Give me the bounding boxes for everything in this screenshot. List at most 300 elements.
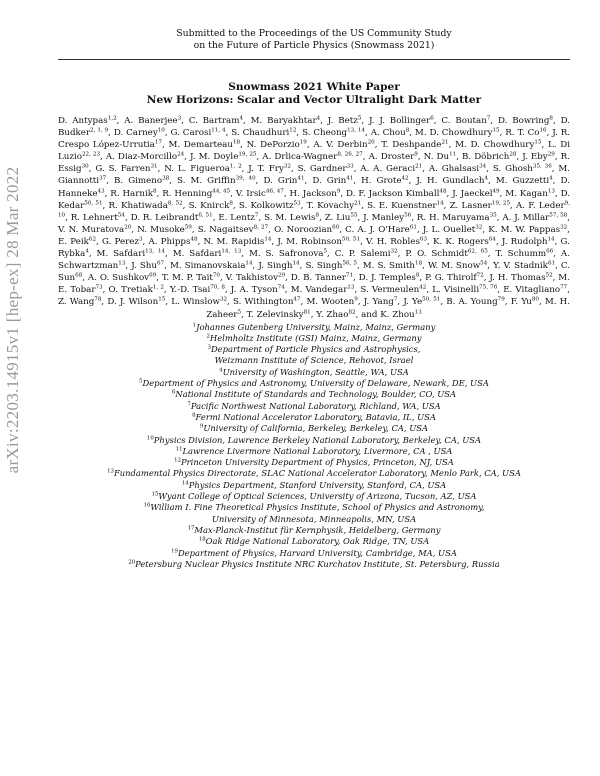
author-affiliation-marker: 78	[94, 296, 102, 303]
author-entry	[264, 213, 319, 223]
author-affiliation-marker: 46, 47	[265, 188, 284, 195]
author-name: M. H. Zaheer	[206, 297, 571, 320]
author-name: Z. Lasner	[449, 200, 492, 211]
author-entry	[328, 116, 362, 126]
author-entry	[291, 273, 353, 283]
author-affiliation-marker: 6	[430, 115, 434, 122]
author-affiliation-marker: 14	[436, 200, 444, 207]
author-name: A. Banerjee	[124, 116, 178, 126]
affiliation-list	[58, 322, 570, 571]
author-affiliation-marker: 9	[336, 188, 341, 195]
author-entry	[277, 237, 360, 247]
author-name: J. Singh	[258, 261, 293, 272]
author-affiliation-marker: 74	[277, 284, 285, 291]
author-name: S. Singh	[305, 261, 343, 272]
affiliation-line	[58, 435, 570, 446]
author-name: N. DePorzio	[246, 140, 300, 151]
author-entry	[316, 310, 355, 320]
affiliation-text: National Institute of Standards and Technology, Boulder, CO, USA	[175, 389, 457, 400]
author-affiliation-marker: 8	[229, 200, 233, 207]
author-name: M. S. Smith	[362, 261, 416, 272]
author-affiliation-marker: 9	[414, 151, 418, 158]
author-affiliation-marker: 7	[254, 212, 259, 219]
author-entry	[148, 237, 197, 247]
affiliation-line	[58, 502, 570, 513]
author-name: A. F. Leder	[516, 200, 565, 211]
author-affiliation-marker: 24	[177, 151, 185, 158]
author-entry	[417, 213, 497, 223]
author-entry	[335, 249, 398, 259]
author-affiliation-marker: 49	[492, 188, 500, 195]
author-affiliation-marker: 19, 25	[491, 200, 511, 207]
affiliation-text: Physics Department, Stanford University, Stanford, CA, USA	[188, 479, 447, 490]
author-affiliation-marker: 44, 45	[212, 188, 231, 195]
affiliation-line	[58, 457, 570, 468]
submission-note-line-2: on the Future of Particle Physics (Snowmass 2021)	[193, 40, 435, 51]
author-entry	[346, 189, 447, 199]
author-affiliation-marker: 8, 52	[167, 200, 183, 207]
header-rule	[58, 59, 570, 60]
submission-note-line-1: Submitted to the Proceedings of the US Community Study	[176, 28, 452, 39]
author-affiliation-marker: 22, 23	[81, 151, 101, 158]
author-entry	[95, 164, 157, 174]
author-affiliation-marker: 47	[293, 296, 301, 303]
affiliation-number: 17	[187, 525, 195, 532]
author-name: D. Grin	[263, 176, 298, 187]
author-entry	[162, 273, 220, 283]
author-name: A. Diaz-Morcillo	[105, 152, 178, 163]
author-affiliation-marker: 48	[190, 236, 198, 243]
author-affiliation-marker: 61	[409, 224, 417, 231]
author-entry	[106, 152, 184, 162]
author-entry	[97, 249, 166, 259]
author-entry	[367, 201, 444, 211]
author-entry	[416, 176, 488, 186]
author-name: A. V. Derbin	[313, 140, 368, 151]
author-affiliation-marker: 5	[237, 309, 241, 315]
affiliation-number: 6	[171, 389, 176, 396]
paper-title-line-2: New Horizons: Scalar and Vector Ultralight Dark Matter	[146, 94, 482, 106]
author-affiliation-marker: 21	[415, 163, 423, 170]
author-entry	[162, 189, 230, 199]
author-entry	[488, 225, 567, 235]
author-entry	[168, 140, 240, 150]
affiliation-number: 16	[143, 502, 151, 509]
author-affiliation-marker: 8	[405, 127, 410, 134]
author-affiliation-marker: 70, 8	[210, 284, 225, 291]
author-name: T. Kovachy	[306, 200, 355, 211]
author-name: J. Rudolph	[501, 236, 548, 247]
author-entry	[505, 128, 546, 138]
author-affiliation-marker: 56	[404, 212, 412, 219]
author-name: J. Eby	[522, 152, 548, 163]
author-name: J. R. Crespo López-Urrutia	[58, 128, 571, 151]
author-affiliation-marker: 8	[549, 115, 553, 122]
author-affiliation-marker: 63	[419, 236, 428, 243]
author-entry	[489, 273, 552, 283]
author-affiliation-marker: 5	[323, 248, 328, 255]
author-name: J. M. Doyle	[190, 152, 239, 163]
author-affiliation-marker: 59	[184, 224, 192, 231]
affiliation-text: Oak Ridge National Laboratory, Oak Ridge, TN, USA	[205, 536, 430, 547]
author-entry	[226, 273, 286, 283]
author-name: J. T. Fry	[248, 164, 284, 175]
affiliation-text: Wyant College of Optical Sciences, University of Arizona, Tucson, AZ, USA	[158, 491, 477, 502]
author-entry	[361, 176, 408, 186]
author-affiliation-marker: 53	[293, 200, 301, 207]
author-entry	[423, 225, 483, 235]
author-entry	[415, 128, 500, 138]
author-name: D. Bowring	[497, 116, 550, 126]
author-affiliation-marker: 1, 2	[152, 284, 164, 291]
author-name: N. Musoke	[137, 224, 185, 235]
author-name: D. J. Temples	[358, 273, 416, 284]
affiliation-line	[58, 468, 570, 479]
author-affiliation-marker: 79	[497, 296, 505, 303]
author-name: V. N. Muratova	[58, 224, 125, 235]
author-affiliation-marker: 6, 51	[198, 212, 213, 219]
author-affiliation-marker: 32	[219, 296, 228, 303]
author-name: C. Bartram	[188, 116, 240, 126]
author-affiliation-marker: 71	[345, 272, 354, 279]
author-entry	[58, 116, 117, 126]
author-name: P. O. Schmidt	[405, 249, 468, 260]
author-affiliation-marker: 1, 2	[229, 163, 242, 170]
affiliation-line	[58, 525, 570, 536]
author-entry	[58, 237, 96, 247]
author-name: C. P. Salemi	[334, 249, 391, 260]
author-name: C. A. J. O'Hare	[345, 224, 410, 235]
affiliation-number: 19	[171, 548, 178, 555]
author-entry	[313, 140, 374, 150]
affiliation-line	[58, 559, 570, 570]
author-entry	[369, 116, 434, 126]
author-name: A. Drlica-Wagner	[262, 152, 338, 163]
author-affiliation-marker: 20	[367, 139, 375, 146]
author-name: J. L. Ouellet	[422, 224, 476, 235]
author-affiliation-marker: 13	[547, 188, 555, 195]
author-name: Y.-D. Tsai	[169, 285, 211, 296]
author-name: J. Manley	[363, 212, 405, 223]
affiliation-text: Fermi National Accelerator Laboratory, Batavia, IL, USA	[195, 411, 436, 422]
author-entry	[503, 285, 567, 295]
author-name: M. Vandegar	[290, 285, 348, 296]
author-affiliation-marker: 19, 25	[238, 151, 257, 158]
author-entry	[233, 297, 301, 307]
author-name: K. M. W. Pappas	[488, 224, 561, 235]
author-affiliation-marker: 81	[303, 309, 311, 315]
paper-first-page	[58, 22, 570, 570]
author-name: M. Demarteau	[168, 140, 233, 151]
affiliation-number: 5	[139, 378, 143, 385]
author-affiliation-marker: 50, 51	[341, 236, 361, 243]
author-affiliation-marker: 3	[138, 236, 143, 243]
author-name: N. M. Rapidis	[203, 236, 265, 247]
author-name: A. Droster	[368, 152, 415, 163]
author-entry	[312, 176, 353, 186]
author-name: G. Carosi	[170, 128, 212, 139]
author-entry	[522, 152, 555, 162]
affiliation-text: Fundamental Physics Directorate, SLAC National Accelerator Laboratory, Menlo Park, CA, USA	[113, 468, 521, 479]
author-name: J. H. Thomas	[489, 273, 546, 284]
author-affiliation-marker: 4	[484, 175, 489, 182]
affiliation-text: William I. Fine Theoretical Physics Institute, School of Physics and Astronomy,	[150, 502, 485, 513]
author-name: M. Baryakhtar	[250, 116, 317, 126]
author-name: J. Shu	[131, 261, 157, 272]
author-affiliation-marker: 38	[162, 175, 170, 182]
affiliation-line	[58, 389, 570, 400]
author-affiliation-marker: 62	[88, 236, 97, 243]
author-name: Y. Zhao	[316, 309, 349, 320]
author-entry	[239, 201, 301, 211]
author-affiliation-marker: 42	[419, 284, 427, 291]
author-name: B. Gimeno	[114, 176, 163, 187]
author-entry	[305, 261, 357, 271]
author-affiliation-marker: 39, 40	[235, 175, 256, 182]
author-entry	[325, 213, 358, 223]
author-affiliation-marker: 32	[475, 224, 483, 231]
author-entry	[493, 261, 555, 271]
author-entry	[432, 285, 497, 295]
author-entry	[231, 128, 296, 138]
author-name: V. H. Robles	[366, 236, 420, 247]
author-name: S. E. Kuenstner	[367, 200, 437, 211]
author-name: K. K. Rogers	[432, 236, 489, 247]
author-entry	[291, 285, 355, 295]
author-affiliation-marker: 5	[357, 115, 362, 122]
author-entry	[363, 213, 411, 223]
affiliation-text: Department of Physics and Astronomy, University of Delaware, Newark, DE, USA	[142, 378, 489, 389]
author-entry	[58, 297, 101, 307]
author-entry	[493, 164, 552, 174]
author-entry	[189, 116, 243, 126]
author-entry	[204, 237, 272, 247]
author-affiliation-marker: 9, 10	[58, 200, 571, 219]
author-affiliation-marker: 28	[509, 151, 517, 158]
arxiv-id-text: arXiv:2203.14915v1 [hep-ex] 28 Mar 2022	[3, 166, 22, 474]
author-name: R. Essig	[58, 152, 570, 175]
author-name: J. M. Robinson	[277, 236, 342, 247]
author-name: E. Vitagliano	[503, 285, 561, 296]
author-entry	[251, 116, 321, 126]
affiliation-line	[58, 401, 570, 412]
author-name: D. Hanneke	[58, 176, 570, 199]
author-affiliation-marker: 66	[546, 248, 554, 255]
author-name: R. H. Maruyama	[416, 212, 490, 223]
author-entry	[455, 140, 541, 150]
author-affiliation-marker: 34	[479, 163, 487, 170]
author-name: E. Lentz	[218, 212, 255, 223]
author-name: J. Jaeckel	[452, 188, 493, 199]
author-entry	[171, 297, 227, 307]
author-entry	[110, 189, 156, 199]
author-affiliation-marker: 21	[354, 200, 362, 207]
author-affiliation-marker: 4	[316, 115, 321, 122]
author-entry	[249, 249, 327, 259]
author-affiliation-marker: 13	[118, 260, 126, 267]
paper-title	[58, 81, 570, 107]
author-entry	[345, 225, 417, 235]
author-affiliation-marker: 55	[350, 212, 358, 219]
author-entry	[307, 201, 362, 211]
author-name: J. A. Tyson	[230, 285, 278, 296]
author-affiliation-marker: 54	[117, 212, 125, 219]
author-entry	[366, 237, 427, 247]
author-entry	[371, 128, 410, 138]
author-name: D. Kedar	[58, 188, 571, 211]
author-entry	[302, 128, 365, 138]
author-affiliation-marker: 37	[99, 175, 107, 182]
author-entry	[170, 285, 225, 295]
author-entry	[109, 201, 183, 211]
author-entry	[258, 261, 299, 271]
affiliation-number: 11	[175, 446, 183, 453]
author-entry	[511, 297, 539, 307]
author-affiliation-marker: 12	[289, 127, 297, 134]
author-entry	[298, 164, 354, 174]
author-entry	[164, 164, 241, 174]
author-entry	[114, 176, 169, 186]
author-entry	[424, 152, 457, 162]
author-affiliation-marker: 64	[488, 236, 496, 243]
author-affiliation-marker: 14	[292, 260, 300, 267]
author-name: L. Di Luzio	[58, 140, 571, 163]
author-affiliation-marker: 14, 13	[221, 248, 242, 255]
author-name: D. Budker	[58, 116, 570, 139]
author-affiliation-marker: 67	[157, 260, 165, 267]
author-entry	[290, 189, 341, 199]
affiliation-number: 4	[219, 367, 223, 374]
author-name: M. Wooten	[306, 297, 355, 308]
author-name: D. Grin	[312, 176, 347, 187]
author-name: V. Irsic	[235, 188, 266, 199]
affiliation-text: Princeton University Department of Physics, Princeton, NJ, USA	[181, 457, 454, 468]
author-entry	[359, 273, 420, 283]
author-name: V. Takhistov	[225, 273, 279, 284]
affiliation-number: 7	[187, 401, 191, 408]
author-name: Y. V. Stadnik	[493, 261, 548, 272]
author-affiliation-marker: 73	[95, 284, 103, 291]
author-entry	[363, 261, 422, 271]
author-name: D. Antypas	[58, 116, 108, 126]
author-affiliation-marker: 8	[415, 272, 420, 279]
author-name: D. F. Jackson Kimball	[346, 188, 440, 199]
author-affiliation-marker: 7	[486, 115, 491, 122]
author-name: L. Winslow	[171, 297, 220, 308]
author-affiliation-marker: 48	[439, 188, 447, 195]
affiliation-line	[58, 412, 570, 423]
author-entry	[498, 116, 553, 126]
author-name: D. B. Tanner	[290, 273, 346, 284]
author-name: M. D. Chowdhury	[414, 128, 493, 139]
author-affiliation-marker: 54	[480, 260, 488, 267]
author-name: L. Visinelli	[432, 285, 480, 296]
author-affiliation-marker: 50, 51	[84, 200, 103, 207]
affiliation-line	[58, 423, 570, 434]
affiliation-number: 18	[198, 536, 206, 543]
author-affiliation-marker: 29	[278, 272, 286, 279]
affiliation-text: Lawrence Livermore National Laboratory, Livermore, CA , USA	[182, 445, 453, 456]
author-name: C. Sun	[58, 261, 571, 284]
affiliation-number: 20	[128, 559, 136, 566]
author-affiliation-marker: 43	[97, 188, 105, 195]
affiliation-number: 10	[146, 435, 154, 442]
author-affiliation-marker: 61	[547, 260, 556, 267]
author-name: Z. Wang	[58, 297, 95, 308]
author-name: S. Ghosh	[492, 164, 533, 175]
author-entry	[124, 116, 181, 126]
author-name: M. Safdari	[96, 249, 146, 260]
author-affiliation-marker: 13, 14	[145, 248, 166, 255]
author-affiliation-marker: 69	[149, 272, 157, 279]
author-entry	[502, 237, 555, 247]
affiliation-line	[58, 355, 570, 366]
affiliation-text: Physics Division, Lawrence Berkeley National Laboratory, Berkeley, CA, USA	[153, 434, 482, 445]
author-name: G. S. Farren	[95, 164, 151, 175]
affiliation-number: 3	[207, 344, 211, 351]
author-entry	[263, 176, 304, 186]
author-entry	[450, 201, 510, 211]
author-entry	[364, 297, 398, 307]
author-affiliation-marker: 80	[531, 296, 539, 303]
author-entry	[171, 128, 226, 138]
author-affiliation-marker: 7	[393, 296, 398, 303]
affiliation-line	[58, 446, 570, 457]
author-name: M. E. Tobar	[58, 273, 570, 296]
author-entry	[248, 164, 291, 174]
author-entry	[236, 189, 284, 199]
author-affiliation-marker: 18	[415, 260, 423, 267]
author-entry	[262, 152, 363, 162]
author-affiliation-marker: 13	[347, 284, 355, 291]
author-entry	[177, 176, 256, 186]
author-name: A. Chou	[370, 128, 406, 139]
author-name: J. H. Gundlach	[416, 176, 485, 187]
author-affiliation-marker: 18	[232, 139, 241, 146]
author-affiliation-marker: 42	[401, 175, 409, 182]
author-name: B. A. Young	[446, 297, 498, 308]
author-name: S. Kolkowitz	[238, 200, 294, 211]
affiliation-text: Helmholtz Institute (GSI) Mainz, Mainz, Germany	[209, 332, 422, 343]
author-name: S. Cheong	[302, 128, 348, 139]
author-entry	[58, 225, 131, 235]
author-name: S. Knirck	[188, 200, 230, 211]
author-affiliation-marker: 50, 51	[422, 296, 441, 303]
affiliation-text: Pacific Northwest National Laboratory, Richland, WA, USA	[190, 400, 441, 411]
author-entry	[102, 237, 143, 247]
affiliation-text: University of California, Berkeley, Berkeley, CA, USA	[203, 423, 429, 434]
author-affiliation-marker: 56, 5	[342, 260, 357, 267]
author-name: H. Jackson	[289, 188, 337, 199]
author-entry	[114, 128, 165, 138]
affiliation-line	[58, 378, 570, 389]
affiliation-number: 8	[192, 412, 196, 419]
author-affiliation-marker: 60	[332, 224, 340, 231]
author-entry	[496, 176, 553, 186]
author-affiliation-marker: 11	[449, 151, 457, 158]
author-affiliation-marker: 35	[489, 212, 497, 219]
affiliation-number: 1	[192, 322, 197, 329]
author-name: R. Khatiwada	[108, 200, 168, 211]
author-affiliation-marker: 8	[153, 188, 157, 195]
author-entry	[218, 213, 258, 223]
author-name: H. Grote	[361, 176, 402, 187]
author-name: G. Rybka	[58, 236, 570, 260]
paper-title-line-1: Snowmass 2021 White Paper	[228, 81, 400, 93]
author-name: A. O. Sushkov	[87, 273, 150, 284]
author-affiliation-marker: 75, 76	[479, 284, 498, 291]
affiliation-text: Department of Particle Physics and Astrophysics,	[210, 344, 421, 355]
